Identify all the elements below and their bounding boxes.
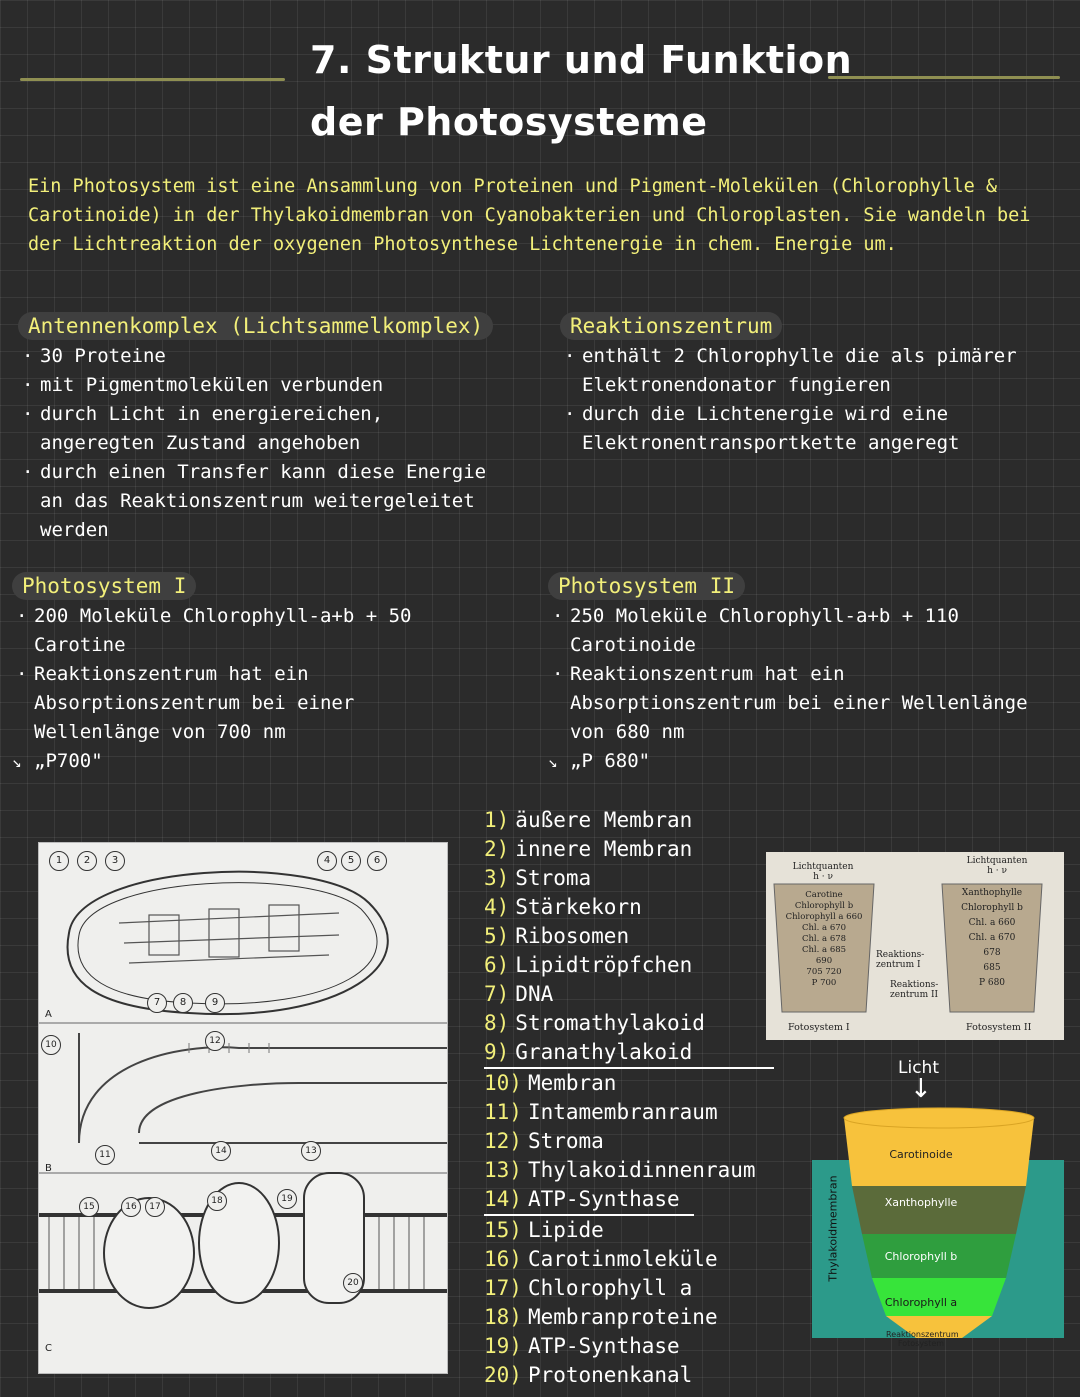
reaction-center-2-label: Reaktions-zentrum II: [890, 980, 939, 1000]
antenna-heading: Antennenkomplex (Lichtsammelkomplex): [18, 312, 493, 340]
list-item: · 30 Proteine: [18, 342, 488, 371]
list-item: · Reaktionszentrum hat ein Absorptionszentrum bei einer Wellenlänge von 700 nm: [12, 660, 482, 747]
section-label-b: B: [45, 1163, 52, 1174]
diagram-number: 12: [205, 1031, 225, 1051]
diagram-number: 6: [367, 851, 387, 871]
ps1-caption: Fotosystem I: [788, 1022, 850, 1033]
list-item: 9) Granathylakoid: [484, 1038, 774, 1069]
ps2-list: [548, 602, 1033, 747]
list-item: · enthält 2 Chlorophylle die als pimärer Elektronendonator fungieren: [560, 342, 1045, 400]
list-item: · durch einen Transfer kann diese Energie an das Reaktionszentrum weitergeleitet werden: [18, 458, 488, 545]
layer: Chlorophyll b: [794, 901, 854, 911]
layer: Chl. a 678: [801, 934, 847, 944]
layer: Chl. a 660: [968, 918, 1016, 928]
diagram-legend: [484, 806, 774, 1390]
layer: P 680: [978, 978, 1006, 988]
light-arrow-icon: ↓: [910, 1074, 932, 1104]
reaction-center-list: [560, 342, 1045, 458]
list-item: 11) Intamembranraum: [484, 1100, 718, 1124]
list-item: 7) DNA: [484, 982, 554, 1006]
ps1-list: [12, 602, 482, 747]
list-item: 3) Stroma: [484, 866, 592, 890]
diagram-number: 3: [105, 851, 125, 871]
list-item: 18) Membranproteine: [484, 1305, 718, 1329]
chloroplast-drawing: [39, 843, 447, 1373]
diagram-number: 9: [205, 993, 225, 1013]
layer: Chl. a 685: [801, 945, 847, 955]
list-item: 12) Stroma: [484, 1129, 604, 1153]
diagram-number: 13: [301, 1141, 321, 1161]
diagram-number: 18: [207, 1191, 227, 1211]
list-item: 5) Ribosomen: [484, 924, 630, 948]
ps1-result: ↘ „P700": [12, 747, 512, 776]
diagram-number: 11: [95, 1145, 115, 1165]
list-item: 19) ATP-Synthase: [484, 1334, 680, 1358]
diagram-number: 10: [41, 1035, 61, 1055]
list-item: · mit Pigmentmolekülen verbunden: [18, 371, 488, 400]
section-label-a: A: [45, 1009, 52, 1020]
layer: Chl. a 670: [968, 933, 1016, 943]
title-rule-right: [828, 76, 1060, 79]
list-item: 8) Stromathylakoid: [484, 1011, 705, 1035]
layer: Chlorophyll a 660: [785, 912, 863, 922]
diagram-number: 16: [121, 1197, 141, 1217]
diagram-number: 19: [277, 1189, 297, 1209]
layer: P 700: [811, 978, 837, 988]
layer: Chl. a 670: [801, 923, 847, 933]
list-item: 17) Chlorophyll a: [484, 1276, 693, 1300]
diagram-number: 2: [77, 851, 97, 871]
list-item: 4) Stärkekorn: [484, 895, 642, 919]
funnel-label-xanthophylle: Xanthophylle: [884, 1196, 958, 1209]
ps1-section: [12, 572, 512, 776]
layer: Xanthophylle: [961, 888, 1023, 898]
layer: 678: [983, 948, 1001, 958]
intro-text: Ein Photosystem ist eine Ansammlung von Proteinen und Pigment-Molekülen (Chlorophylle & Carotinoide) in der Thylakoidmembran von Cyanobakterien und Chloroplasten. Sie wandeln bei der Lichtreaktion der oxygenen Photosynthese Lichtenergie in chem. Energie um.: [28, 176, 1031, 255]
diagram-number: 17: [145, 1197, 165, 1217]
list-item: · durch Licht in energiereichen, angeregten Zustand angehoben: [18, 400, 488, 458]
chloroplast-diagram: [38, 842, 448, 1374]
page-title: 7. Struktur und Funktion: [310, 38, 853, 82]
list-item: 14) ATP-Synthase: [484, 1185, 694, 1216]
ps2-pyramid-layers: [944, 886, 1040, 991]
list-item: · Reaktionszentrum hat ein Absorptionszentrum bei einer Wellenlänge von 680 nm: [548, 660, 1033, 747]
antenna-section: [18, 312, 518, 545]
ps1-pyramid-layers: [776, 890, 872, 989]
diagram-number: 8: [173, 993, 193, 1013]
diagram-number: 1: [49, 851, 69, 871]
diagram-number: 20: [343, 1273, 363, 1293]
page-subtitle: der Photosysteme: [310, 100, 708, 144]
funnel-label-carotinoide: Carotinoide: [889, 1148, 953, 1161]
list-item: 10) Membran: [484, 1071, 617, 1095]
diagram-number: 7: [147, 993, 167, 1013]
ps2-heading: Photosystem II: [548, 572, 745, 600]
list-item: 15) Lipide: [484, 1218, 604, 1242]
funnel-label-chlorophyll-b: Chlorophyll b: [884, 1250, 958, 1263]
funnel-label-center: Reaktionszentrum Fotosystem: [886, 1330, 959, 1348]
layer: 685: [983, 963, 1001, 973]
list-item: · 200 Moleküle Chlorophyll-a+b + 50 Carotine: [12, 602, 482, 660]
list-item: 1) äußere Membran: [484, 808, 693, 832]
list-item: 13) Thylakoidinnenraum: [484, 1158, 756, 1182]
list-item: 6) Lipidtröpfchen: [484, 953, 693, 977]
light-label-1: Lichtquanten h · ν: [792, 862, 854, 882]
photosystem-pyramid-figure: [766, 852, 1064, 1040]
reaction-center-heading: Reaktionszentrum: [560, 312, 782, 340]
list-item: 16) Carotinmoleküle: [484, 1247, 718, 1271]
funnel-light-label: Licht: [898, 1058, 939, 1078]
diagram-number: 5: [341, 851, 361, 871]
antenna-list: [18, 342, 488, 545]
layer: Carotine: [805, 890, 843, 900]
title-rule-left: [20, 78, 285, 81]
list-item: · 250 Moleküle Chlorophyll-a+b + 110 Carotinoide: [548, 602, 1033, 660]
list-item: 20) Protonenkanal: [484, 1363, 693, 1387]
xanthophylle-layer: [852, 1186, 1026, 1234]
layer: 705 720: [806, 967, 842, 977]
funnel-label-chlorophyll-a: Chlorophyll a: [884, 1296, 958, 1309]
list-item: · durch die Lichtenergie wird eine Elektronentransportkette angeregt: [560, 400, 1045, 458]
ps2-caption: Fotosystem II: [966, 1022, 1032, 1033]
diagram-number: 4: [317, 851, 337, 871]
layer: Chlorophyll b: [961, 903, 1023, 913]
diagram-number: 15: [79, 1197, 99, 1217]
diagram-number: 14: [211, 1141, 231, 1161]
reaction-center-1-label: Reaktions-zentrum I: [876, 950, 925, 970]
ps2-result: ↘ „P 680": [548, 747, 1058, 776]
layer: 690: [815, 956, 833, 966]
thylakoid-membrane-label: Thylakoidmembran: [826, 1175, 840, 1282]
section-label-c: C: [45, 1343, 52, 1354]
list-item: 2) innere Membran: [484, 837, 693, 861]
ps2-section: [548, 572, 1058, 776]
reaction-center-section: [560, 312, 1060, 458]
light-label-2: Lichtquanten h · ν: [966, 856, 1028, 876]
ps1-heading: Photosystem I: [12, 572, 196, 600]
